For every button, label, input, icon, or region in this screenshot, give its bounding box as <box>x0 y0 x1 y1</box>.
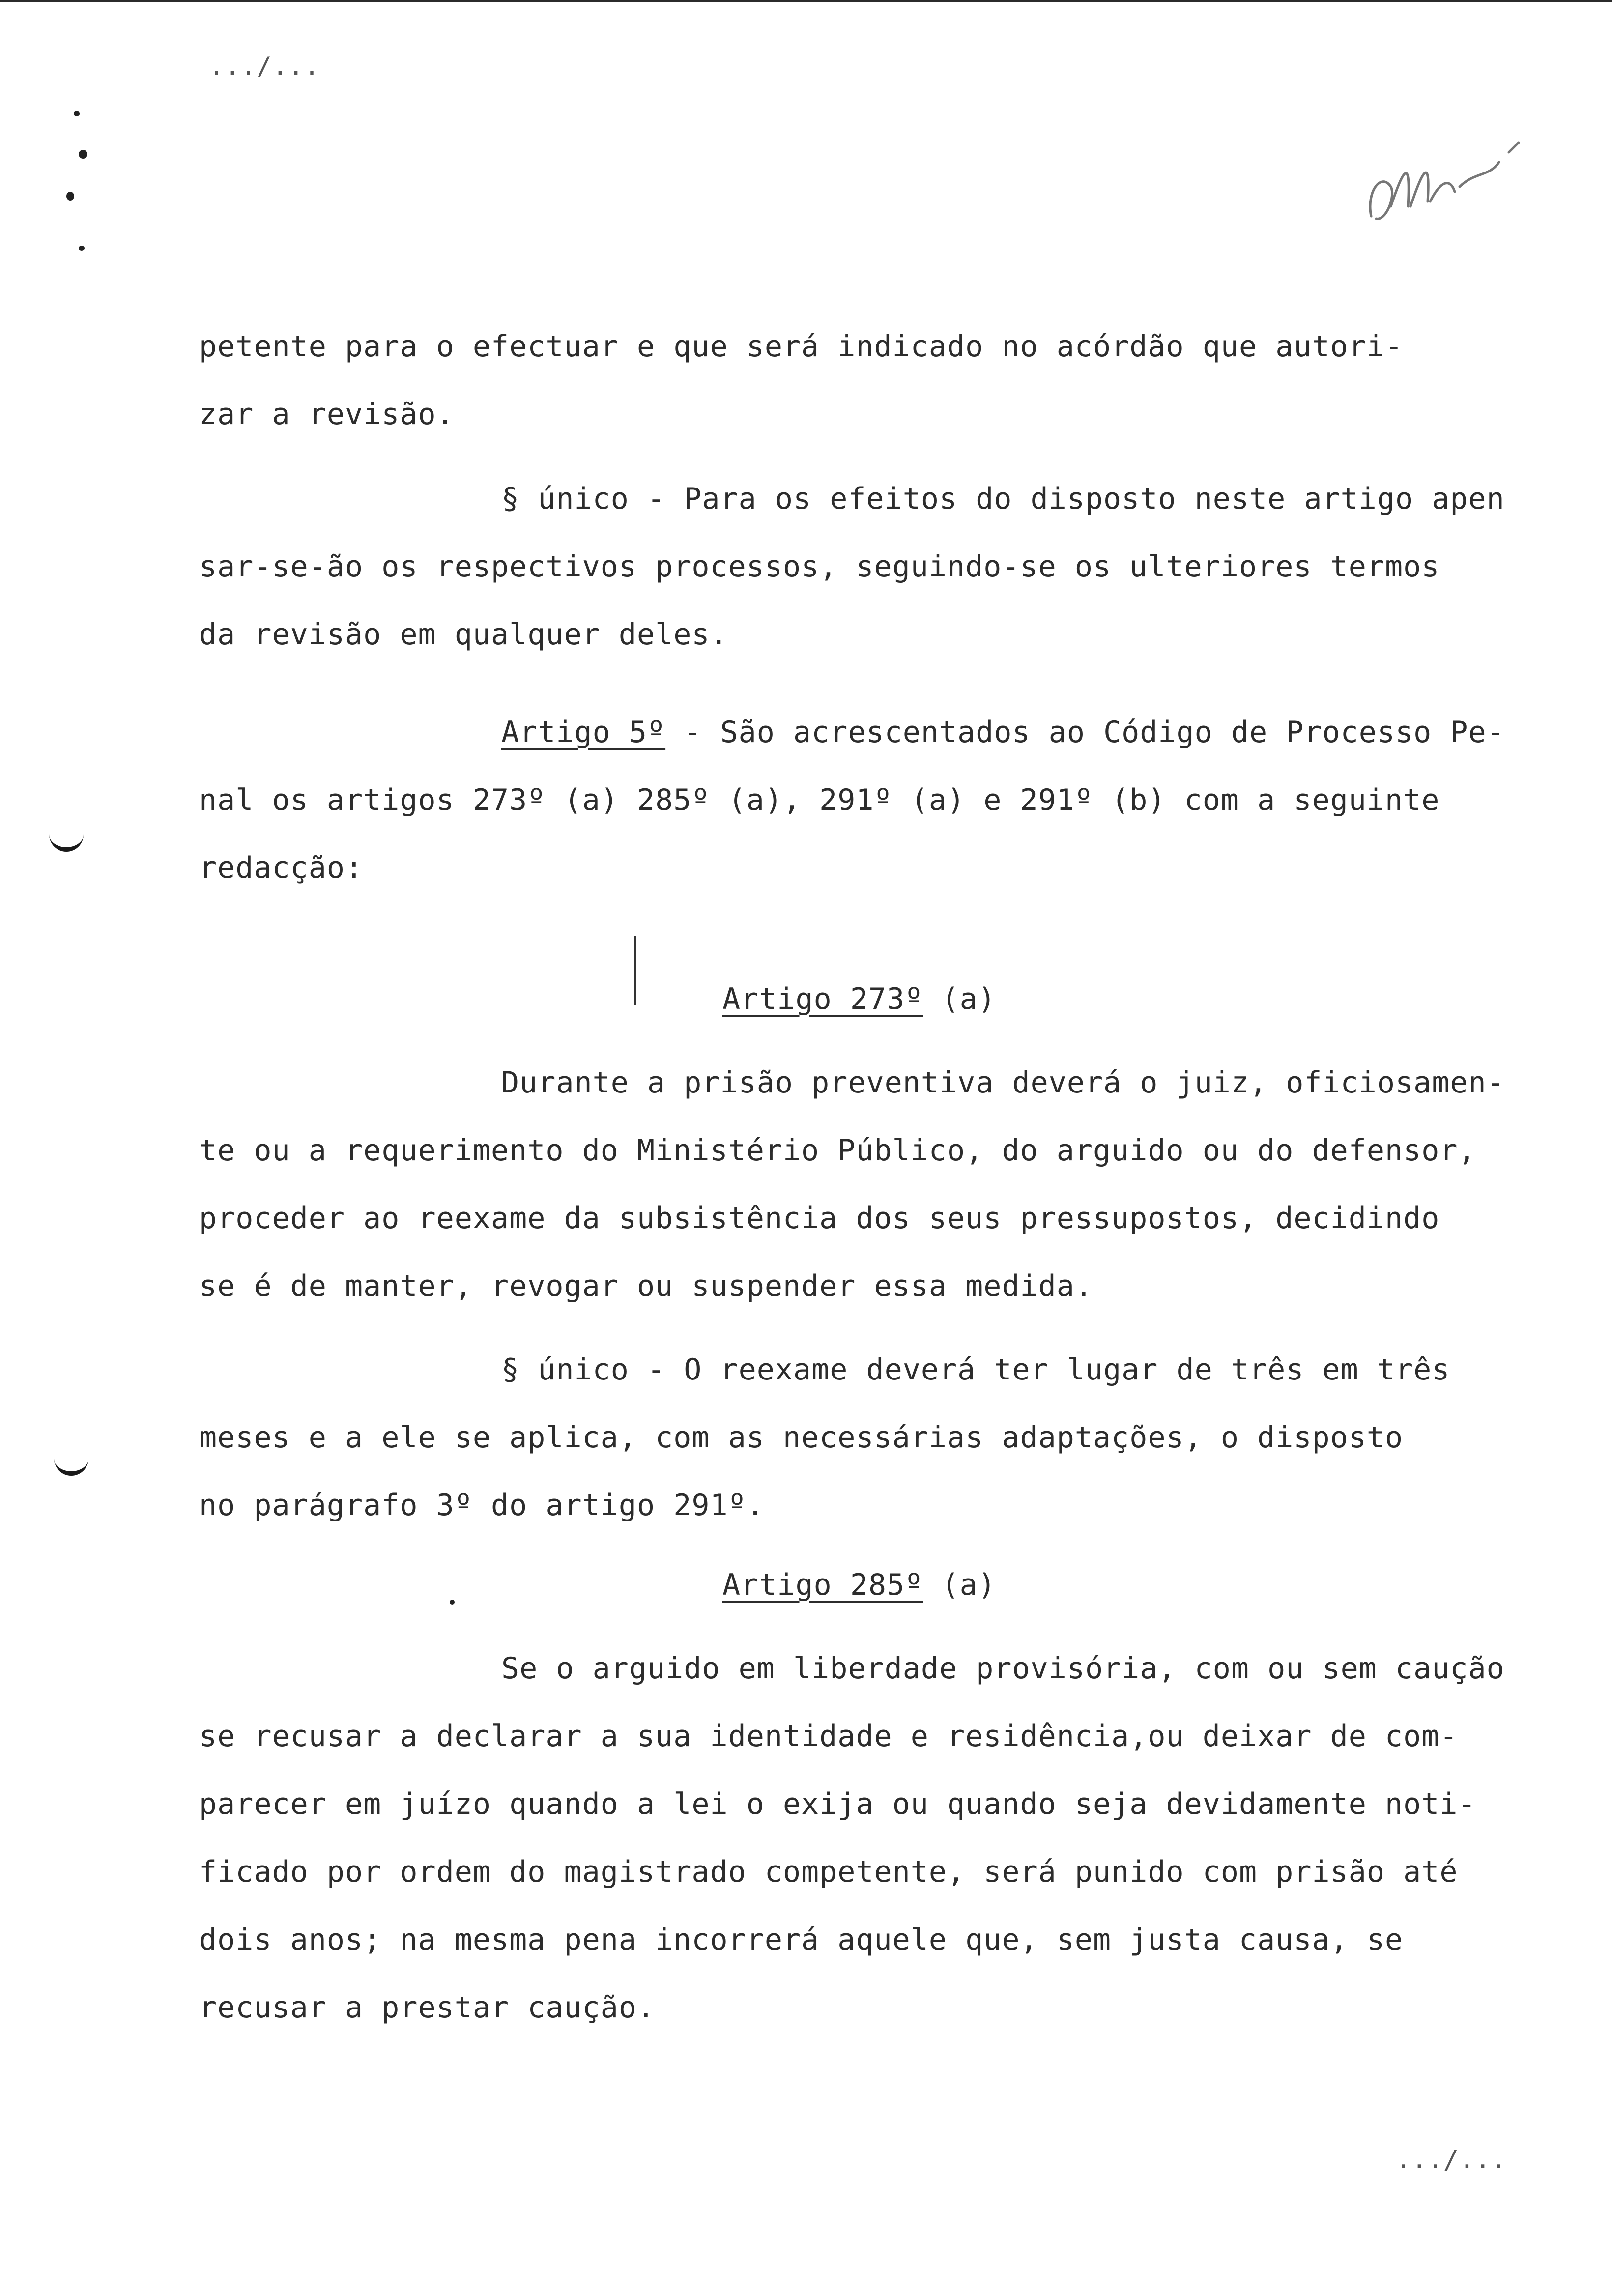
text-line: sar-se-ão os respectivos processos, seguindo-se os ulteriores termos <box>199 549 1440 584</box>
text-line: ficado por ordem do magistrado competente, será punido com prisão até <box>199 1855 1458 1889</box>
text-line: redacção: <box>199 851 364 885</box>
text-line: recusar a prestar caução. <box>199 1990 656 2025</box>
heading-label: Artigo 285º <box>722 1568 923 1602</box>
continuation-bottom: .../... <box>1396 2145 1507 2175</box>
heading-suffix: (a) <box>923 1568 996 1602</box>
heading-label: Artigo 273º <box>722 982 923 1016</box>
text-line: zar a revisão. <box>199 397 455 431</box>
article-text: - São acrescentados ao Código de Processo Pe- <box>665 715 1505 749</box>
text-line: petente para o efectuar e que será indicado no acórdão que autori- <box>199 329 1404 364</box>
handwritten-initials <box>1361 133 1538 241</box>
text-line: te ou a requerimento do Ministério Público, do arguido ou do defensor, <box>199 1133 1476 1168</box>
text-line: Durante a prisão preventiva deverá o juiz, oficiosamen- <box>501 1065 1505 1100</box>
text-line: proceder ao reexame da subsistência dos seus pressupostos, decidindo <box>199 1201 1440 1235</box>
heading-suffix: (a) <box>923 982 996 1016</box>
text-line: dois anos; na mesma pena incorrerá aquele que, sem justa causa, se <box>199 1923 1404 1957</box>
margin-dot <box>66 192 74 201</box>
section-heading <box>722 1568 996 1602</box>
scan-top-border <box>0 0 1612 2</box>
text-line: parecer em juízo quando a lei o exija ou quando seja devidamente noti- <box>199 1787 1476 1821</box>
continuation-top: .../... <box>209 52 320 81</box>
article-label: Artigo 5º <box>501 715 666 749</box>
text-line: se recusar a declarar a sua identidade e residência,ou deixar de com- <box>199 1719 1458 1753</box>
binding-hole-mark <box>49 831 84 852</box>
text-line: Se o arguido em liberdade provisória, com ou sem caução <box>501 1651 1505 1686</box>
pen-mark <box>634 936 636 1005</box>
text-line: nal os artigos 273º (a) 285º (a), 291º (a) e 291º (b) com a seguinte <box>199 783 1440 817</box>
stray-dot <box>450 1600 455 1605</box>
margin-dot <box>79 246 85 251</box>
text-line <box>501 715 1505 749</box>
text-line: § único - Para os efeitos do disposto neste artigo apen <box>501 482 1505 516</box>
margin-dot <box>79 150 87 159</box>
margin-dot <box>74 111 80 116</box>
text-line: da revisão em qualquer deles. <box>199 617 728 652</box>
text-line: meses e a ele se aplica, com as necessárias adaptações, o disposto <box>199 1420 1404 1455</box>
text-line: § único - O reexame deverá ter lugar de três em três <box>501 1352 1450 1387</box>
text-line: no parágrafo 3º do artigo 291º. <box>199 1488 765 1522</box>
text-line: se é de manter, revogar ou suspender essa medida. <box>199 1269 1094 1303</box>
binding-hole-mark <box>54 1455 88 1476</box>
section-heading <box>722 982 996 1016</box>
